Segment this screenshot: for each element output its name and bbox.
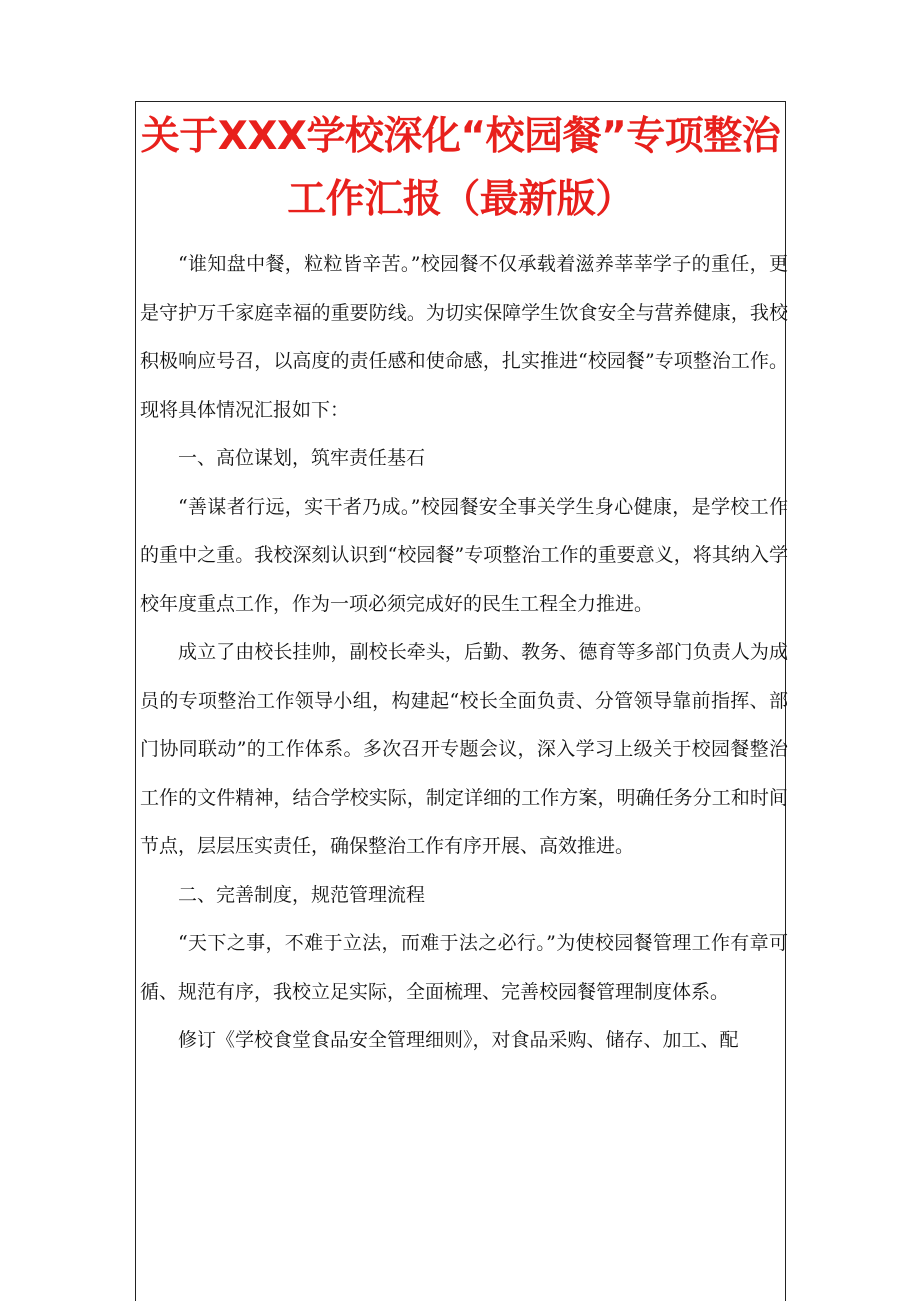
- document-title-line-1: 关于XXX学校深化“校园餐”专项整治: [140, 114, 781, 159]
- paragraph-section-1-detail: 成立了由校长挂帅，副校长牵头，后勤、教务、德育等多部门负责人为成员的专项整治工作领导小组，构建起“校长全面负责、分管领导靠前指挥、部门协同联动”的工作体系。多次召开专题会议，深入学习上级关于校园餐整治工作的文件精神，结合学校实际，制定详细的工作方案，明确任务分工和时间节点，层层压实责任，确保整治工作有序开展、高效推进。: [140, 641, 788, 857]
- document-body: [140, 240, 788, 1065]
- paragraph-intro: “谁知盘中餐，粒粒皆辛苦。”校园餐不仅承载着滋养莘莘学子的重任，更是守护万千家庭幸福的重要防线。为切实保障学生饮食安全与营养健康，我校积极响应号召，以高度的责任感和使命感，扎实推进“校园餐”专项整治工作。现将具体情况汇报如下：: [140, 253, 788, 421]
- paragraph-section-2-detail: 修订《学校食堂食品安全管理细则》，对食品采购、储存、加工、配: [178, 1029, 739, 1051]
- paragraph-section-2-intro: “天下之事，不难于立法，而难于法之必行。”为使校园餐管理工作有章可循、规范有序，我校立足实际，全面梳理、完善校园餐管理制度体系。: [140, 932, 788, 1003]
- document-title-line-2: 工作汇报（最新版）: [287, 177, 634, 222]
- section-heading-1: 一、高位谋划，筑牢责任基石: [178, 447, 426, 469]
- section-heading-2: 二、完善制度，规范管理流程: [178, 883, 426, 906]
- paragraph-section-1-intro: “善谋者行远，实干者乃成。”校园餐安全事关学生身心健康，是学校工作的重中之重。我校深刻认识到“校园餐”专项整治工作的重要意义，将其纳入学校年度重点工作，作为一项必须完成好的民生工程全力推进。: [140, 495, 788, 615]
